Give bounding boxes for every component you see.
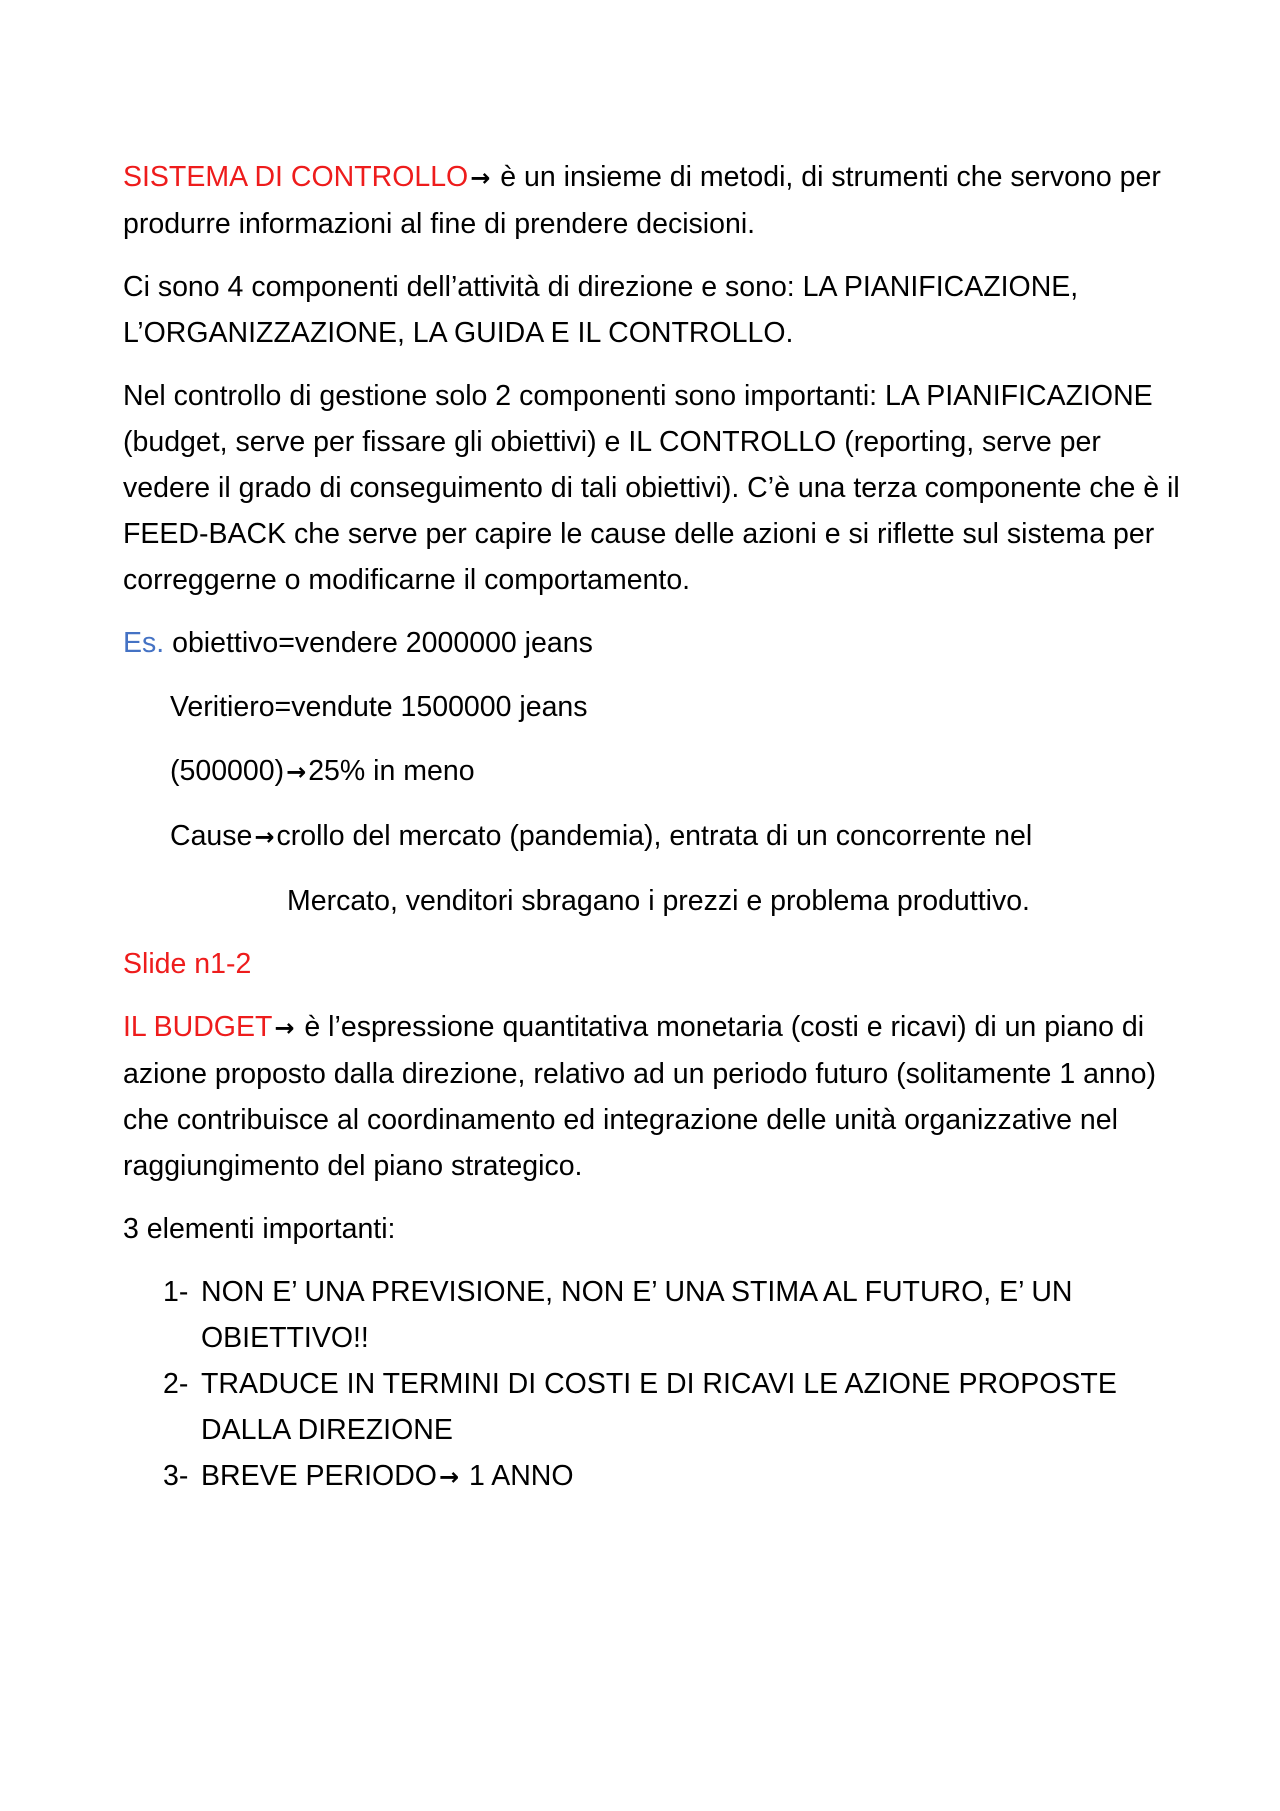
list-item	[123, 1269, 1183, 1361]
list-item	[123, 1361, 1183, 1453]
term-sistema-di-controllo: SISTEMA DI CONTROLLO	[123, 161, 469, 193]
list-item-text: BREVE PERIODO	[201, 1460, 437, 1492]
paragraph-sistema-di-controllo	[123, 154, 1183, 247]
list-item-text: 1 ANNO	[461, 1460, 574, 1492]
paragraph-controllo-di-gestione: Nel controllo di gestione solo 2 componenti sono importanti: LA PIANIFICAZIONE (budget, serve per fissare gli obiettivi) e IL CONTROLLO (reporting, serve per vedere il grado di conseguimento di tali obiettivi). C’è una terza componente che è il FEED-BACK che serve per capire le cause delle azioni e si riflette sul sistema per correggerne o modificarne il comportamento.	[123, 380, 1180, 596]
document-body	[123, 154, 1183, 1500]
example-line-5: Mercato, venditori sbragano i prezzi e problema produttivo.	[287, 885, 1030, 917]
example-text: crollo del mercato (pandemia), entrata di un concorrente nel	[276, 820, 1033, 852]
right-arrow-icon: →	[438, 1463, 460, 1491]
list-item	[123, 1453, 1183, 1500]
example-line-4	[123, 813, 1183, 860]
term-il-budget: IL BUDGET	[123, 1011, 273, 1043]
example-text: (500000)	[170, 755, 285, 787]
list-item-text: TRADUCE IN TERMINI DI COSTI E DI RICAVI LE AZIONE PROPOSTE DALLA DIREZIONE	[201, 1368, 1117, 1446]
right-arrow-icon: →	[274, 1014, 295, 1042]
example-text: Cause	[170, 820, 253, 852]
example-label: Es.	[123, 627, 165, 659]
example-text: obiettivo=vendere 2000000 jeans	[164, 627, 593, 659]
paragraph-budget	[123, 1004, 1183, 1189]
example-text: 25% in meno	[308, 755, 475, 787]
slide-label: Slide n1-2	[123, 948, 252, 980]
elements-list	[123, 1269, 1183, 1500]
right-arrow-icon: →	[286, 758, 307, 786]
right-arrow-icon: →	[470, 164, 491, 192]
list-number: 2-	[163, 1368, 189, 1400]
example-line-2: Veritiero=vendute 1500000 jeans	[170, 691, 588, 723]
paragraph-componenti: Ci sono 4 componenti dell’attività di direzione e sono: LA PIANIFICAZIONE, L’ORGANIZZAZIONE, LA GUIDA E IL CONTROLLO.	[123, 271, 1079, 349]
paragraph-text: è un insieme di metodi, di strumenti che servono per produrre informazioni al fine di prendere decisioni.	[123, 161, 1161, 240]
elements-intro: 3 elementi importanti:	[123, 1213, 396, 1245]
list-number: 1-	[163, 1276, 189, 1308]
list-number: 3-	[163, 1460, 189, 1492]
example-line-3	[123, 748, 1183, 795]
example-line-1	[123, 620, 1183, 666]
paragraph-text: è l’espressione quantitativa monetaria (costi e ricavi) di un piano di azione proposto dalla direzione, relativo ad un periodo futuro (solitamente 1 anno) che contribuisce al coordinamento ed integrazione delle unità organizzative nel raggiungimento del piano strategico.	[123, 1011, 1156, 1182]
list-item-text: NON E’ UNA PREVISIONE, NON E’ UNA STIMA AL FUTURO, E’ UN OBIETTIVO!!	[201, 1276, 1073, 1354]
right-arrow-icon: →	[254, 823, 275, 851]
